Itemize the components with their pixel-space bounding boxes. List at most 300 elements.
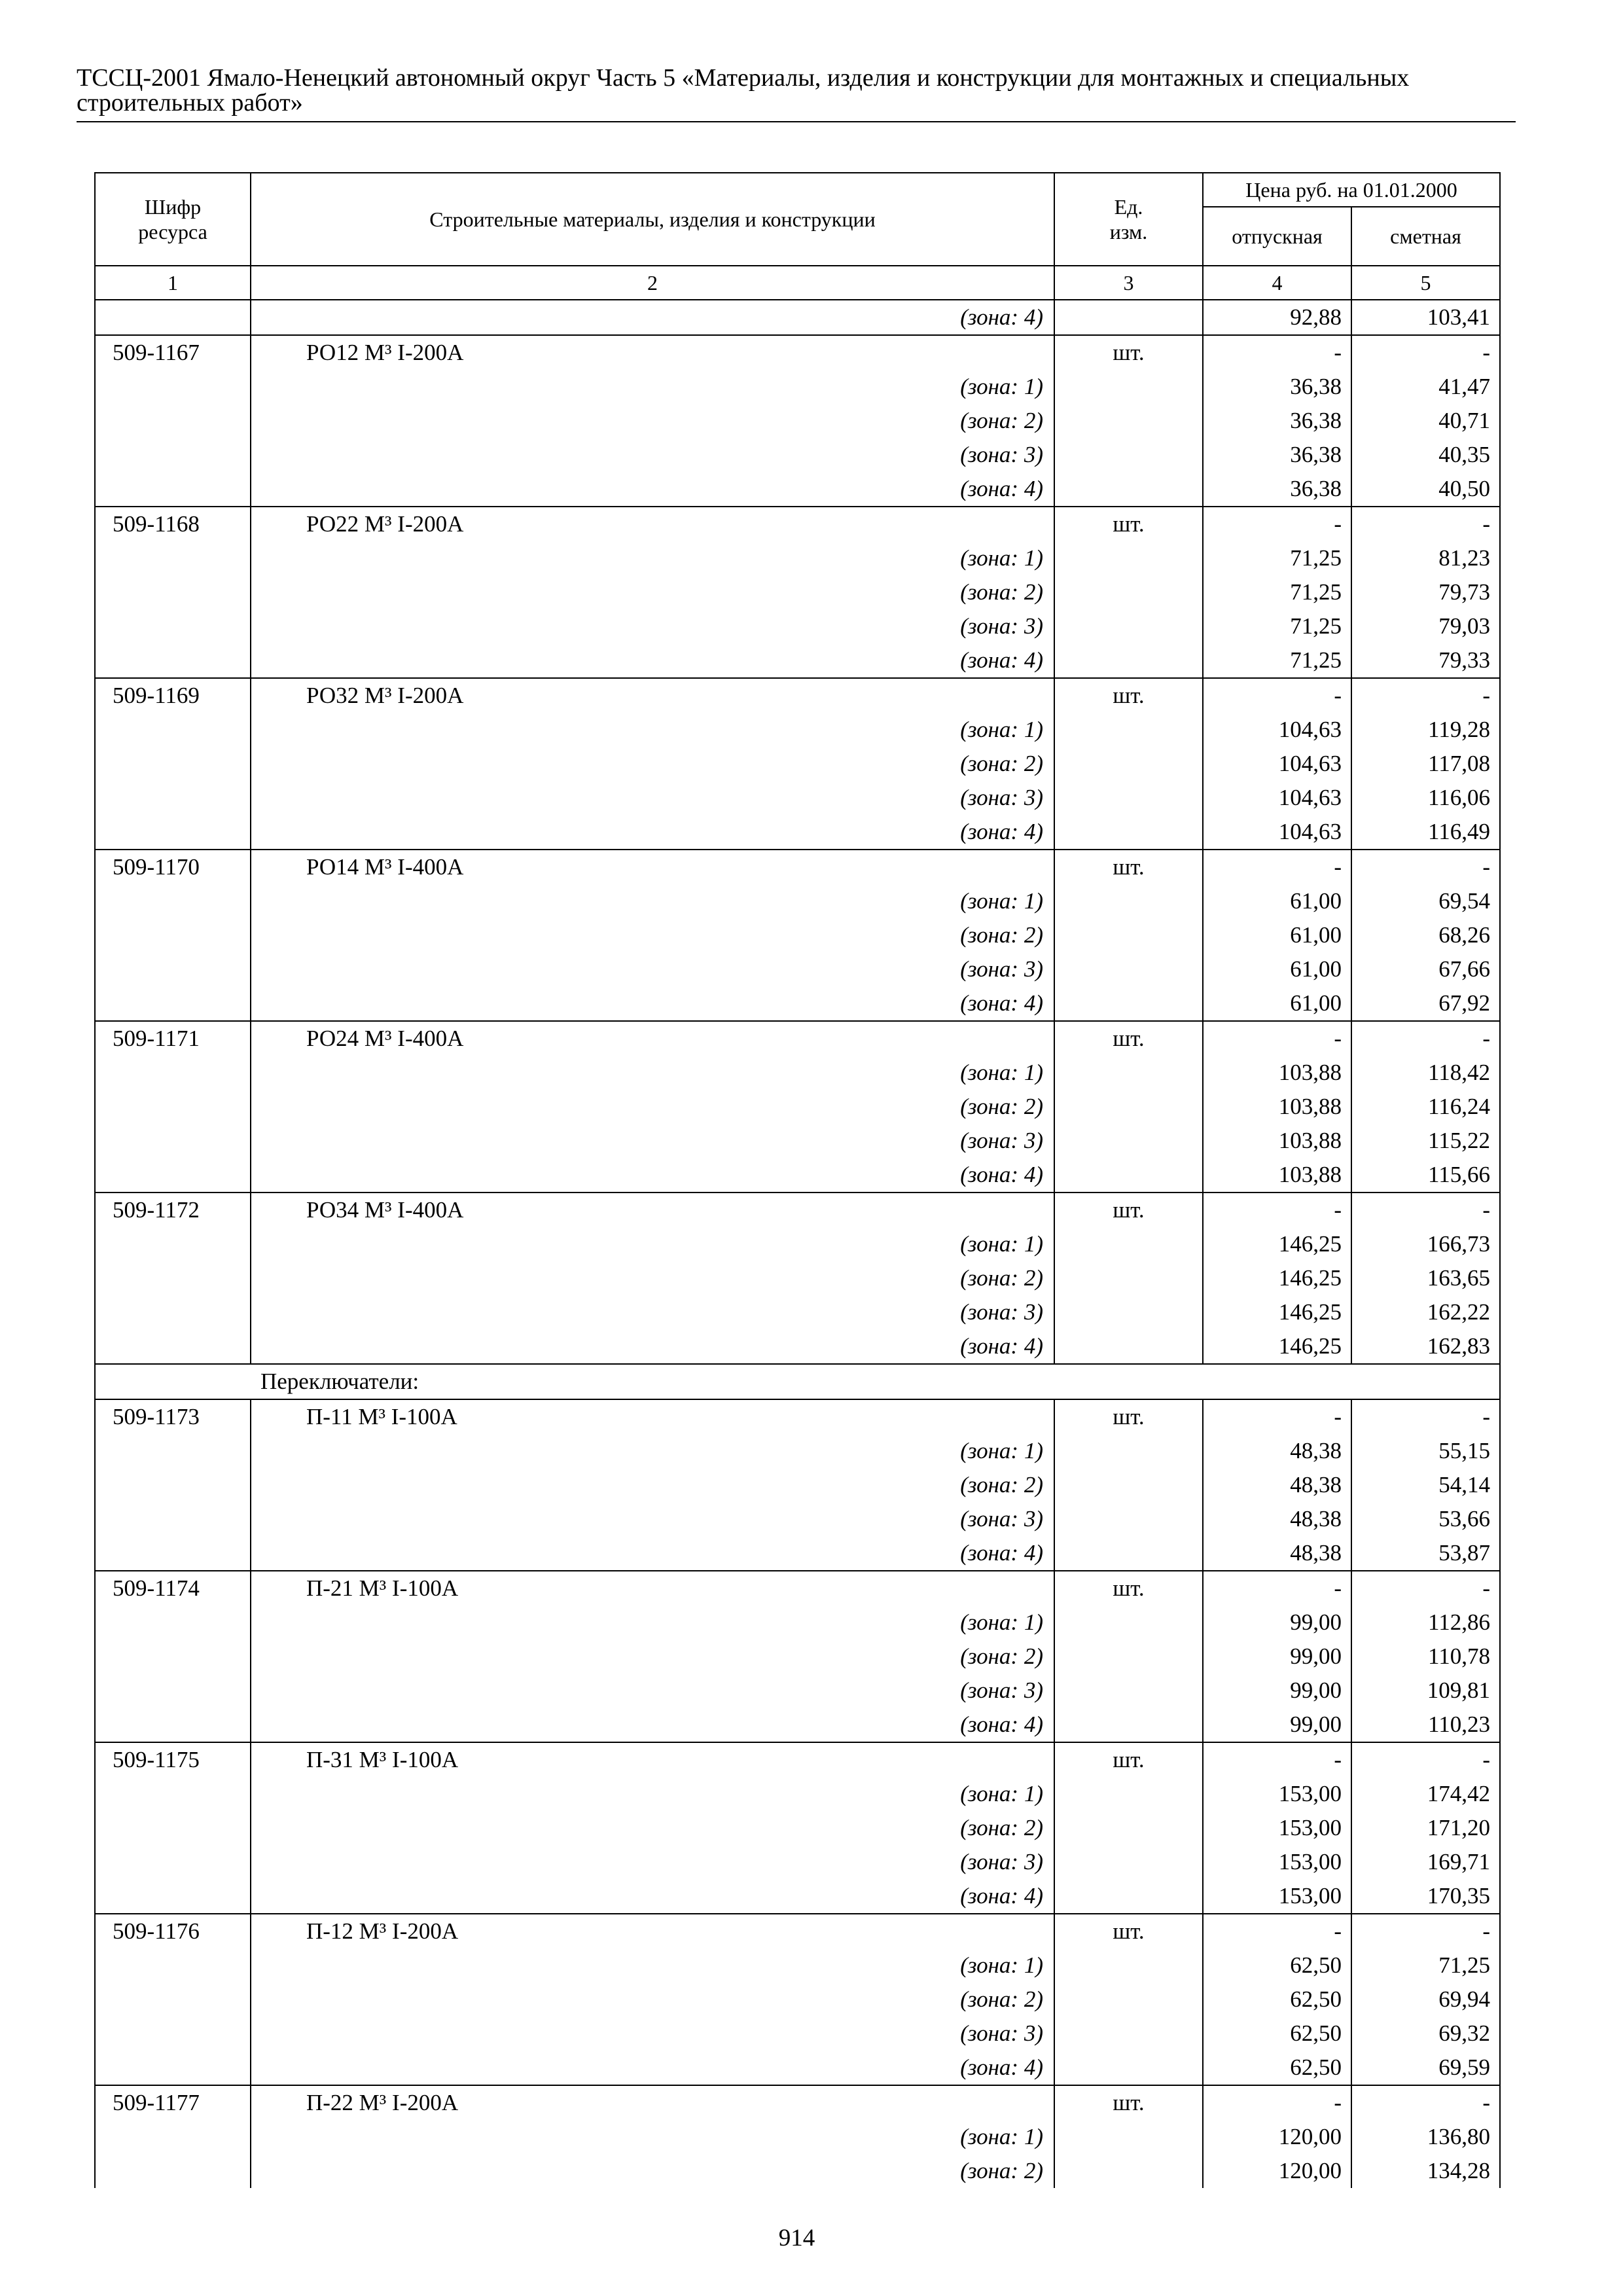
column-header-unit-line-1: Ед. (1114, 195, 1143, 219)
estimate-price: 79,03 (1351, 609, 1500, 643)
material-name: П-11 М³ I-100А (251, 1399, 1054, 1434)
estimate-price: 79,73 (1351, 575, 1500, 609)
column-number: 4 (1203, 266, 1351, 300)
release-price: 36,38 (1203, 370, 1351, 404)
table-row (95, 2085, 1500, 2120)
release-price: 48,38 (1203, 1434, 1351, 1468)
zone-label: (зона: 3) (251, 438, 1054, 472)
zone-label: (зона: 4) (251, 1879, 1054, 1914)
estimate-price: - (1351, 678, 1500, 713)
unit-empty (1054, 781, 1203, 815)
resource-code-empty (95, 713, 251, 747)
release-price: 99,00 (1203, 1708, 1351, 1742)
release-price: 120,00 (1203, 2120, 1351, 2154)
estimate-price: 166,73 (1351, 1227, 1500, 1261)
resource-code-empty (95, 1261, 251, 1295)
unit: шт. (1054, 1914, 1203, 1948)
resource-code-empty (95, 1295, 251, 1329)
release-price: 153,00 (1203, 1845, 1351, 1879)
unit: шт. (1054, 2085, 1203, 2120)
resource-code-empty (95, 2051, 251, 2085)
resource-code-empty (95, 747, 251, 781)
unit-empty (1054, 1227, 1203, 1261)
zone-label: (зона: 3) (251, 1845, 1054, 1879)
zone-row (95, 370, 1500, 404)
estimate-price: - (1351, 1914, 1500, 1948)
zone-row (95, 1468, 1500, 1502)
resource-code-empty (95, 1777, 251, 1811)
zone-label: (зона: 3) (251, 1502, 1054, 1536)
material-name: РО34 М³ I-400А (251, 1193, 1054, 1227)
section-row (95, 1364, 1500, 1399)
resource-code-empty (95, 1056, 251, 1090)
estimate-price: 112,86 (1351, 1605, 1500, 1640)
release-price: 48,38 (1203, 1468, 1351, 1502)
resource-code: 509-1177 (95, 2085, 251, 2120)
unit-empty (1054, 1124, 1203, 1158)
zone-row (95, 1090, 1500, 1124)
release-price: 103,88 (1203, 1090, 1351, 1124)
zone-label: (зона: 4) (251, 1708, 1054, 1742)
unit-empty (1054, 2154, 1203, 2188)
estimate-price: 162,83 (1351, 1329, 1500, 1364)
estimate-price: 116,49 (1351, 815, 1500, 850)
unit-empty (1054, 1261, 1203, 1295)
estimate-price: 40,50 (1351, 472, 1500, 507)
zone-label: (зона: 1) (251, 1605, 1054, 1640)
estimate-price: 81,23 (1351, 541, 1500, 575)
resource-code-empty (95, 781, 251, 815)
release-price: 71,25 (1203, 575, 1351, 609)
resource-code-empty (95, 1329, 251, 1364)
table-row (95, 507, 1500, 541)
zone-row (95, 575, 1500, 609)
zone-label: (зона: 3) (251, 1674, 1054, 1708)
unit: шт. (1054, 507, 1203, 541)
estimate-price: 174,42 (1351, 1777, 1500, 1811)
unit-empty (1054, 1468, 1203, 1502)
estimate-price: 69,32 (1351, 2017, 1500, 2051)
zone-row (95, 2154, 1500, 2188)
release-price: 61,00 (1203, 918, 1351, 952)
resource-code-empty (95, 1536, 251, 1571)
column-number: 2 (251, 266, 1054, 300)
estimate-price: 40,71 (1351, 404, 1500, 438)
release-price: 99,00 (1203, 1640, 1351, 1674)
release-price: 103,88 (1203, 1056, 1351, 1090)
unit-empty (1054, 1090, 1203, 1124)
unit-empty (1054, 986, 1203, 1021)
release-price: 153,00 (1203, 1811, 1351, 1845)
resource-code: 509-1172 (95, 1193, 251, 1227)
resource-code-empty (95, 1124, 251, 1158)
release-price: 92,88 (1203, 300, 1351, 335)
unit-empty (1054, 1811, 1203, 1845)
estimate-price: 79,33 (1351, 643, 1500, 678)
release-price: 99,00 (1203, 1605, 1351, 1640)
unit-empty (1054, 609, 1203, 643)
unit-empty (1054, 1982, 1203, 2017)
unit-empty (1054, 1502, 1203, 1536)
zone-row (95, 1640, 1500, 1674)
column-header-code-line-1: Шифр (144, 195, 202, 219)
estimate-price: - (1351, 507, 1500, 541)
zone-row (95, 1158, 1500, 1193)
zone-label: (зона: 1) (251, 1227, 1054, 1261)
zone-label: (зона: 2) (251, 1090, 1054, 1124)
resource-code-empty (95, 1845, 251, 1879)
zone-row (95, 1536, 1500, 1571)
resource-code-empty (95, 1158, 251, 1193)
zone-row (95, 472, 1500, 507)
estimate-price: 71,25 (1351, 1948, 1500, 1982)
zone-label: (зона: 3) (251, 1124, 1054, 1158)
zone-row (95, 404, 1500, 438)
estimate-price: 55,15 (1351, 1434, 1500, 1468)
release-price: - (1203, 1914, 1351, 1948)
unit-empty (1054, 1948, 1203, 1982)
unit-empty (1054, 1329, 1203, 1364)
resource-code-empty (95, 609, 251, 643)
estimate-price: 169,71 (1351, 1845, 1500, 1879)
zone-label: (зона: 2) (251, 1982, 1054, 2017)
estimate-price: 40,35 (1351, 438, 1500, 472)
release-price: 103,88 (1203, 1158, 1351, 1193)
resource-code-empty (95, 1879, 251, 1914)
unit-empty (1054, 1536, 1203, 1571)
release-price: - (1203, 1742, 1351, 1777)
resource-code: 509-1170 (95, 850, 251, 884)
zone-row (95, 1777, 1500, 1811)
estimate-price: - (1351, 850, 1500, 884)
release-price: - (1203, 678, 1351, 713)
resource-code: 509-1176 (95, 1914, 251, 1948)
table-row (95, 678, 1500, 713)
unit-empty (1054, 1605, 1203, 1640)
column-header-code-line-2: ресурса (138, 220, 207, 243)
release-price: 36,38 (1203, 472, 1351, 507)
release-price: 71,25 (1203, 643, 1351, 678)
release-price: - (1203, 507, 1351, 541)
release-price: 61,00 (1203, 884, 1351, 918)
zone-row (95, 1982, 1500, 2017)
unit: шт. (1054, 678, 1203, 713)
release-price: 104,63 (1203, 815, 1351, 850)
estimate-price: 171,20 (1351, 1811, 1500, 1845)
resource-code-empty (95, 918, 251, 952)
zone-row (95, 884, 1500, 918)
resource-code-empty (95, 643, 251, 678)
resource-code-empty (95, 1605, 251, 1640)
column-header-price-group: Цена руб. на 01.01.2000 (1203, 173, 1500, 207)
resource-code-empty (95, 404, 251, 438)
zone-row (95, 300, 1500, 335)
unit-empty (1054, 1845, 1203, 1879)
estimate-price: 103,41 (1351, 300, 1500, 335)
release-price: - (1203, 2085, 1351, 2120)
unit-empty (1054, 1674, 1203, 1708)
resource-code-empty (95, 575, 251, 609)
running-header-line-2: строительных работ» (77, 89, 303, 117)
running-header (77, 65, 1516, 115)
zone-row (95, 541, 1500, 575)
unit-empty (1054, 472, 1203, 507)
zone-row (95, 1329, 1500, 1364)
zone-row (95, 1434, 1500, 1468)
unit-empty (1054, 1158, 1203, 1193)
zone-row (95, 1261, 1500, 1295)
column-header-code (95, 173, 251, 266)
zone-label: (зона: 2) (251, 1811, 1054, 1845)
zone-label: (зона: 2) (251, 404, 1054, 438)
unit-empty (1054, 2017, 1203, 2051)
estimate-price: 162,22 (1351, 1295, 1500, 1329)
release-price: 61,00 (1203, 986, 1351, 1021)
zone-label: (зона: 1) (251, 541, 1054, 575)
release-price: 146,25 (1203, 1227, 1351, 1261)
zone-label: (зона: 2) (251, 1468, 1054, 1502)
estimate-price: 67,66 (1351, 952, 1500, 986)
unit: шт. (1054, 1193, 1203, 1227)
zone-row (95, 1879, 1500, 1914)
table-row (95, 850, 1500, 884)
zone-label: (зона: 3) (251, 2017, 1054, 2051)
release-price: 146,25 (1203, 1295, 1351, 1329)
material-name: РО22 М³ I-200А (251, 507, 1054, 541)
column-header-release-price: отпускная (1203, 207, 1351, 266)
resource-code-empty (95, 986, 251, 1021)
resource-code-empty (95, 1468, 251, 1502)
resource-code-empty (95, 370, 251, 404)
zone-row (95, 952, 1500, 986)
column-header-name: Строительные материалы, изделия и конструкции (251, 173, 1054, 266)
estimate-price: - (1351, 1021, 1500, 1056)
material-name: П-22 М³ I-200А (251, 2085, 1054, 2120)
zone-label: (зона: 4) (251, 986, 1054, 1021)
zone-label: (зона: 4) (251, 472, 1054, 507)
unit-empty (1054, 404, 1203, 438)
unit: шт. (1054, 335, 1203, 370)
zone-label: (зона: 3) (251, 952, 1054, 986)
estimate-price: 110,78 (1351, 1640, 1500, 1674)
zone-label: (зона: 4) (251, 1536, 1054, 1571)
resource-code-empty (95, 1434, 251, 1468)
header-row (95, 173, 1500, 207)
release-price: 62,50 (1203, 1948, 1351, 1982)
zone-label: (зона: 2) (251, 918, 1054, 952)
zone-label: (зона: 1) (251, 884, 1054, 918)
zone-row (95, 713, 1500, 747)
unit-empty (1054, 713, 1203, 747)
table-body (95, 300, 1500, 2188)
release-price: 153,00 (1203, 1879, 1351, 1914)
unit: шт. (1054, 850, 1203, 884)
zone-label: (зона: 4) (251, 2051, 1054, 2085)
unit: шт. (1054, 1571, 1203, 1605)
zone-row (95, 2017, 1500, 2051)
table-row (95, 1571, 1500, 1605)
zone-label: (зона: 1) (251, 1948, 1054, 1982)
estimate-price: 136,80 (1351, 2120, 1500, 2154)
resource-code-empty (95, 884, 251, 918)
estimate-price: - (1351, 2085, 1500, 2120)
zone-row (95, 438, 1500, 472)
zone-row (95, 1811, 1500, 1845)
zone-row (95, 1674, 1500, 1708)
column-number: 5 (1351, 266, 1500, 300)
material-name: РО24 М³ I-400А (251, 1021, 1054, 1056)
zone-label: (зона: 2) (251, 1640, 1054, 1674)
zone-row (95, 643, 1500, 678)
resource-code: 509-1169 (95, 678, 251, 713)
zone-row (95, 1605, 1500, 1640)
zone-row (95, 815, 1500, 850)
unit-empty (1054, 884, 1203, 918)
estimate-price: 119,28 (1351, 713, 1500, 747)
zone-label: (зона: 2) (251, 2154, 1054, 2188)
resource-code-empty (95, 1090, 251, 1124)
zone-label: (зона: 1) (251, 1056, 1054, 1090)
release-price: 104,63 (1203, 781, 1351, 815)
release-price: 62,50 (1203, 2017, 1351, 2051)
page-number: 914 (778, 2225, 815, 2251)
estimate-price: 117,08 (1351, 747, 1500, 781)
resource-code: 509-1175 (95, 1742, 251, 1777)
table-row (95, 1193, 1500, 1227)
estimate-price: - (1351, 1571, 1500, 1605)
estimate-price: - (1351, 1193, 1500, 1227)
estimate-price: 53,87 (1351, 1536, 1500, 1571)
zone-label: (зона: 4) (251, 643, 1054, 678)
zone-label: (зона: 2) (251, 1261, 1054, 1295)
zone-label: (зона: 1) (251, 2120, 1054, 2154)
table-row (95, 1399, 1500, 1434)
estimate-price: 67,92 (1351, 986, 1500, 1021)
release-price: - (1203, 1021, 1351, 1056)
column-header-unit-line-2: изм. (1109, 220, 1148, 243)
estimate-price: 115,22 (1351, 1124, 1500, 1158)
header-divider (77, 121, 1516, 122)
release-price: 71,25 (1203, 541, 1351, 575)
column-number: 1 (95, 266, 251, 300)
unit-empty (1054, 1056, 1203, 1090)
zone-label: (зона: 3) (251, 781, 1054, 815)
release-price: 62,50 (1203, 1982, 1351, 2017)
zone-label: (зона: 2) (251, 747, 1054, 781)
zone-row (95, 609, 1500, 643)
resource-code-empty (95, 1708, 251, 1742)
material-name: П-12 М³ I-200А (251, 1914, 1054, 1948)
zone-row (95, 918, 1500, 952)
zone-row (95, 2051, 1500, 2085)
unit-empty (1054, 1777, 1203, 1811)
section-title: Переключатели: (95, 1364, 1500, 1399)
release-price: 146,25 (1203, 1329, 1351, 1364)
unit-empty (1054, 2120, 1203, 2154)
unit: шт. (1054, 1021, 1203, 1056)
zone-label: (зона: 1) (251, 1434, 1054, 1468)
release-price: - (1203, 1571, 1351, 1605)
release-price: 120,00 (1203, 2154, 1351, 2188)
release-price: 99,00 (1203, 1674, 1351, 1708)
estimate-price: 110,23 (1351, 1708, 1500, 1742)
zone-label: (зона: 3) (251, 609, 1054, 643)
unit-empty (1054, 1879, 1203, 1914)
material-name: П-21 М³ I-100А (251, 1571, 1054, 1605)
resource-code-empty (95, 1948, 251, 1982)
estimate-price: 68,26 (1351, 918, 1500, 952)
estimate-price: 115,66 (1351, 1158, 1500, 1193)
release-price: 71,25 (1203, 609, 1351, 643)
zone-label: (зона: 4) (251, 1158, 1054, 1193)
column-header-unit (1054, 173, 1203, 266)
column-number: 3 (1054, 266, 1203, 300)
zone-row (95, 986, 1500, 1021)
resource-code-empty (95, 2017, 251, 2051)
estimate-price: 69,94 (1351, 1982, 1500, 2017)
resource-code-empty (95, 2120, 251, 2154)
estimate-price: - (1351, 335, 1500, 370)
release-price: - (1203, 1399, 1351, 1434)
unit-empty (1054, 1434, 1203, 1468)
material-name: РО14 М³ I-400А (251, 850, 1054, 884)
table-header (95, 173, 1500, 300)
resource-code-empty (95, 952, 251, 986)
resource-code: 509-1167 (95, 335, 251, 370)
zone-label: (зона: 1) (251, 1777, 1054, 1811)
zone-row (95, 1708, 1500, 1742)
release-price: 104,63 (1203, 713, 1351, 747)
resource-code-empty (95, 1502, 251, 1536)
price-table (94, 172, 1501, 2188)
material-name: РО12 М³ I-200А (251, 335, 1054, 370)
zone-label: (зона: 3) (251, 1295, 1054, 1329)
table-row (95, 1914, 1500, 1948)
estimate-price: 116,06 (1351, 781, 1500, 815)
estimate-price: 41,47 (1351, 370, 1500, 404)
release-price: 48,38 (1203, 1502, 1351, 1536)
zone-label: (зона: 4) (251, 1329, 1054, 1364)
release-price: 62,50 (1203, 2051, 1351, 2085)
release-price: 103,88 (1203, 1124, 1351, 1158)
zone-row (95, 1227, 1500, 1261)
column-number-row (95, 266, 1500, 300)
table-row (95, 1021, 1500, 1056)
unit-empty (1054, 438, 1203, 472)
zone-row (95, 1502, 1500, 1536)
unit-empty (1054, 747, 1203, 781)
release-price: 153,00 (1203, 1777, 1351, 1811)
zone-row (95, 781, 1500, 815)
estimate-price: 53,66 (1351, 1502, 1500, 1536)
unit-empty (1054, 918, 1203, 952)
release-price: 104,63 (1203, 747, 1351, 781)
zone-row (95, 1124, 1500, 1158)
estimate-price: - (1351, 1399, 1500, 1434)
resource-code-empty (95, 472, 251, 507)
unit-empty (1054, 1708, 1203, 1742)
running-header-line-1: ТССЦ-2001 Ямало-Ненецкий автономный округ Часть 5 «Материалы, изделия и конструкции для монтажных и специальных (77, 64, 1410, 92)
estimate-price: - (1351, 1742, 1500, 1777)
resource-code-empty (95, 1811, 251, 1845)
estimate-price: 69,54 (1351, 884, 1500, 918)
estimate-price: 69,59 (1351, 2051, 1500, 2085)
release-price: 36,38 (1203, 404, 1351, 438)
release-price: 61,00 (1203, 952, 1351, 986)
zone-label: (зона: 2) (251, 575, 1054, 609)
release-price: - (1203, 850, 1351, 884)
resource-code-empty (95, 541, 251, 575)
